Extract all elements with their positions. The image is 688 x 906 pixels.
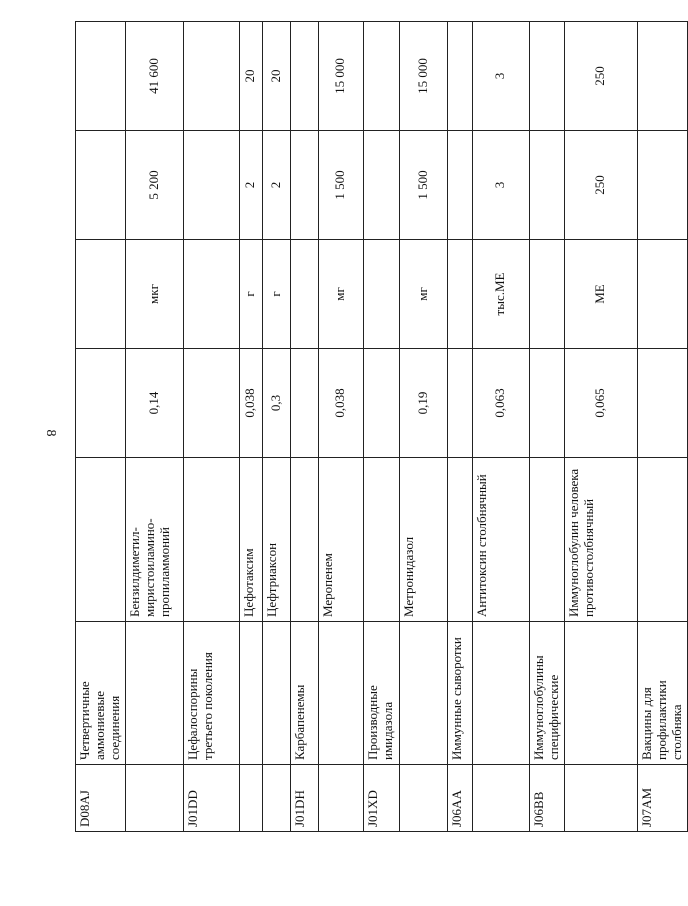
- drug-cell: Цефотаксим: [239, 458, 262, 622]
- table-row: [125, 22, 183, 832]
- unit-cell: [447, 240, 472, 349]
- drug-cell: Бензилдиметил-миристоиламино-пропиламмоний: [125, 458, 183, 622]
- ratio-cell: 0,038: [318, 349, 363, 458]
- drug-cell: [290, 458, 318, 622]
- total-cell: 15 000: [399, 22, 447, 131]
- code-cell: J01DD: [183, 765, 239, 832]
- total-cell: 20: [239, 22, 262, 131]
- group-cell: Производные имидазола: [363, 622, 399, 765]
- code-cell: [318, 765, 363, 832]
- ddd-cell: [76, 131, 126, 240]
- total-cell: [76, 22, 126, 131]
- total-cell: 41 600: [125, 22, 183, 131]
- total-cell: 3: [472, 22, 529, 131]
- table-row: [290, 22, 318, 832]
- drug-cell: [447, 458, 472, 622]
- group-cell: Вакцины для профилактики столбняка: [637, 622, 687, 765]
- ratio-cell: [529, 349, 564, 458]
- unit-cell: [183, 240, 239, 349]
- page-number: 8: [43, 429, 58, 437]
- ddd-cell: 2: [262, 131, 290, 240]
- ratio-cell: [637, 349, 687, 458]
- ratio-cell: [183, 349, 239, 458]
- unit-cell: МЕ: [564, 240, 637, 349]
- ratio-cell: 0,14: [125, 349, 183, 458]
- code-cell: D08AJ: [76, 765, 126, 832]
- ddd-cell: [529, 131, 564, 240]
- table-row: [239, 22, 262, 832]
- drug-cell: [637, 458, 687, 622]
- group-cell: Иммунные сыворотки: [447, 622, 472, 765]
- table-row: [472, 22, 529, 832]
- unit-cell: [529, 240, 564, 349]
- group-cell: [125, 622, 183, 765]
- drug-cell: Цефтриаксон: [262, 458, 290, 622]
- code-cell: [239, 765, 262, 832]
- code-cell: [399, 765, 447, 832]
- code-cell: [125, 765, 183, 832]
- drug-cell: Меропенем: [318, 458, 363, 622]
- code-cell: [262, 765, 290, 832]
- table-row: [76, 22, 126, 832]
- drug-cell: [76, 458, 126, 622]
- table-row: [183, 22, 239, 832]
- ddd-cell: 3: [472, 131, 529, 240]
- group-cell: [318, 622, 363, 765]
- code-cell: [564, 765, 637, 832]
- drug-cell: [529, 458, 564, 622]
- ratio-cell: 0,065: [564, 349, 637, 458]
- drug-cell: Иммуноглобулин человека противостолбнячный: [564, 458, 637, 622]
- ddd-cell: 1 500: [318, 131, 363, 240]
- code-cell: J01DH: [290, 765, 318, 832]
- total-cell: [447, 22, 472, 131]
- code-cell: J07AM: [637, 765, 687, 832]
- code-cell: [472, 765, 529, 832]
- table-row: [318, 22, 363, 832]
- unit-cell: [637, 240, 687, 349]
- ratio-cell: 0,038: [239, 349, 262, 458]
- group-cell: [239, 622, 262, 765]
- ddd-cell: [363, 131, 399, 240]
- table-row: [363, 22, 399, 832]
- total-cell: [183, 22, 239, 131]
- unit-cell: [76, 240, 126, 349]
- total-cell: [363, 22, 399, 131]
- ddd-cell: [290, 131, 318, 240]
- total-cell: [637, 22, 687, 131]
- ddd-cell: 2: [239, 131, 262, 240]
- group-cell: [262, 622, 290, 765]
- code-cell: J06BB: [529, 765, 564, 832]
- total-cell: [529, 22, 564, 131]
- table-row: [399, 22, 447, 832]
- code-cell: J06AA: [447, 765, 472, 832]
- ddd-cell: 250: [564, 131, 637, 240]
- drug-table: [75, 21, 688, 832]
- ratio-cell: 0,3: [262, 349, 290, 458]
- unit-cell: [363, 240, 399, 349]
- group-cell: Иммуноглобулины специфические: [529, 622, 564, 765]
- group-cell: [399, 622, 447, 765]
- unit-cell: [290, 240, 318, 349]
- ratio-cell: [76, 349, 126, 458]
- unit-cell: мг: [399, 240, 447, 349]
- ratio-cell: 0,063: [472, 349, 529, 458]
- table-row: [447, 22, 472, 832]
- total-cell: 250: [564, 22, 637, 131]
- total-cell: [290, 22, 318, 131]
- ratio-cell: [363, 349, 399, 458]
- ddd-cell: 1 500: [399, 131, 447, 240]
- drug-cell: Метронидазол: [399, 458, 447, 622]
- ddd-cell: 5 200: [125, 131, 183, 240]
- unit-cell: тыс.МЕ: [472, 240, 529, 349]
- ddd-cell: [447, 131, 472, 240]
- group-cell: Цефалоспорины третьего поколения: [183, 622, 239, 765]
- total-cell: 20: [262, 22, 290, 131]
- unit-cell: г: [262, 240, 290, 349]
- unit-cell: г: [239, 240, 262, 349]
- unit-cell: мкг: [125, 240, 183, 349]
- ddd-cell: [637, 131, 687, 240]
- table-row: [262, 22, 290, 832]
- group-cell: [564, 622, 637, 765]
- group-cell: Четвертичные аммониевые соединения: [76, 622, 126, 765]
- ratio-cell: 0,19: [399, 349, 447, 458]
- ratio-cell: [290, 349, 318, 458]
- ratio-cell: [447, 349, 472, 458]
- code-cell: J01XD: [363, 765, 399, 832]
- group-cell: Карбапенемы: [290, 622, 318, 765]
- drug-cell: Антитоксин столбнячный: [472, 458, 529, 622]
- ddd-cell: [183, 131, 239, 240]
- group-cell: [472, 622, 529, 765]
- table-row: [564, 22, 637, 832]
- table-row: [637, 22, 687, 832]
- unit-cell: мг: [318, 240, 363, 349]
- drug-cell: [183, 458, 239, 622]
- drug-cell: [363, 458, 399, 622]
- table-container: [75, 22, 684, 832]
- total-cell: 15 000: [318, 22, 363, 131]
- table-row: [529, 22, 564, 832]
